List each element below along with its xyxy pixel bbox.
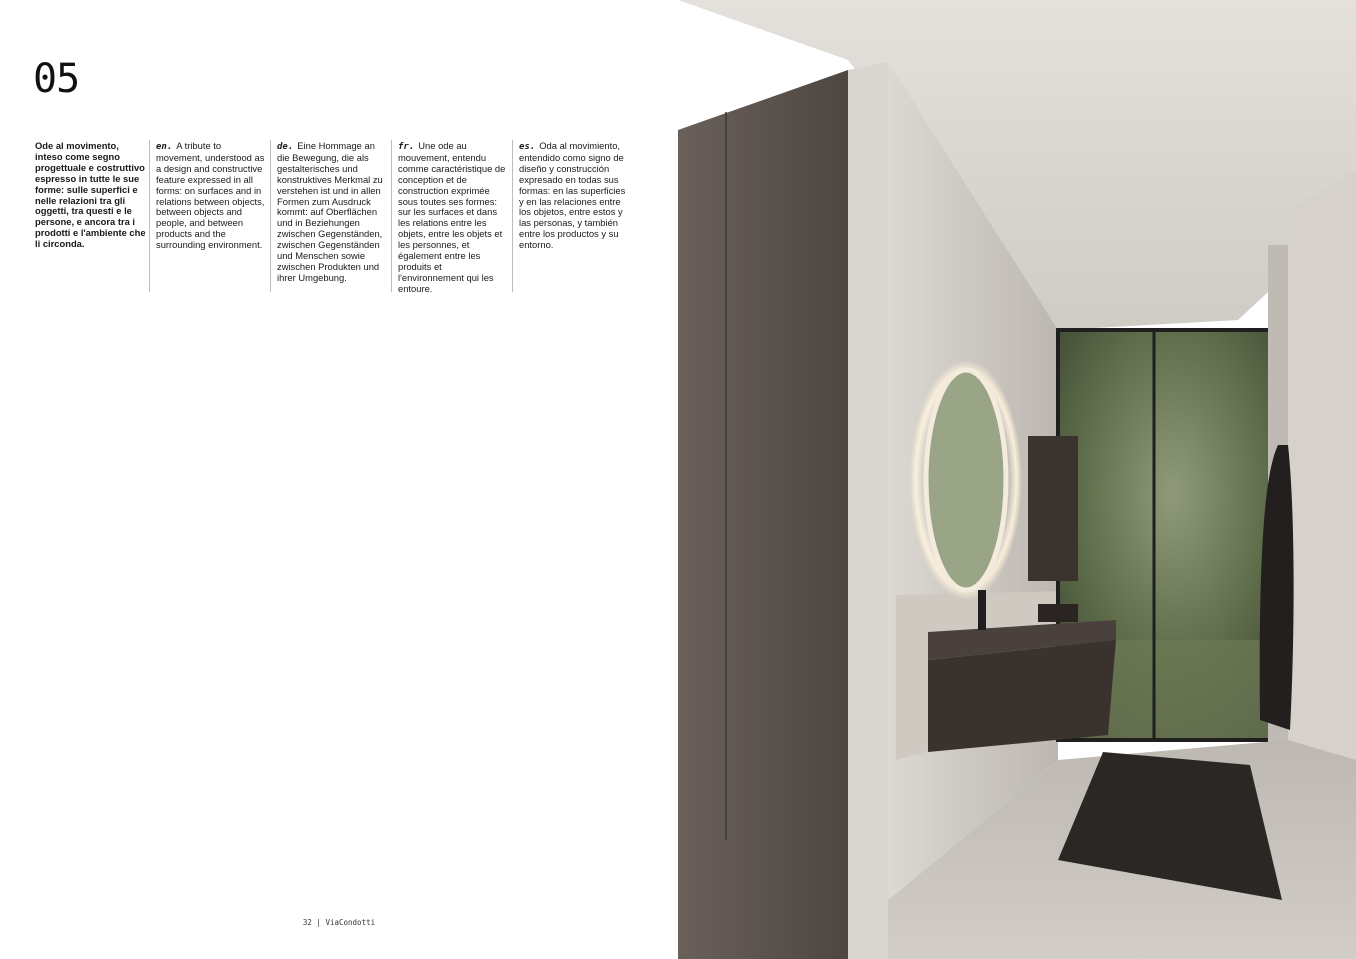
dark-wall [678,70,848,959]
text-column-french [398,141,508,295]
page-folio: 32 | ViaCondotti [302,918,376,927]
column-divider [149,140,150,292]
language-tag-es: es. [519,142,536,152]
text-es: Oda al movimiento, entendido como signo de diseño y construcción expresado en todas sus formas: en las superficies y en las relaciones entre los objetos, entre estos y las personas, y también entre los productos y su entorno. [519,140,626,251]
text-column-german [277,141,387,284]
language-tag-fr: fr. [398,142,415,152]
text-en: A tribute to movement, understood as a design and constructive feature expressed in all forms: on surfaces and in relations between objects, between objects and people, and between products and the surrounding environment. [156,140,265,251]
wall-edge [848,62,888,959]
column-divider [391,140,392,292]
column-divider [270,140,271,292]
text-fr: Une ode au mouvement, entendu comme caractéristique de conception et de construction exprimée sous toutes ses formes: sur les surfaces et dans les relations entre les objets, entre les objets et les personnes, et également entre les produits et l'environnement qui les entoure. [398,140,506,294]
towels [1038,604,1078,622]
wall-cabinet [1028,436,1078,581]
section-number: 05 [33,56,80,102]
column-divider [512,140,513,292]
text-de: Eine Hommage an die Bewegung, die als gestalterisches und konstruktives Merkmal zu verstehen ist und in allen Formen zum Ausdruck kommt: auf Oberflächen und in Beziehungen zwischen Gegenständen, zwischen Gegenständen und Menschen sowie zwischen Produkten und ihrer Umgebung. [277,140,383,283]
bathroom-illustration [678,0,1356,959]
text-column-italian: Ode al movimento, inteso come segno progettuale e costruttivo espresso in tutte le sue forme: sulle superfici e nelle relazioni tra gli oggetti, tra questi e le persone, e ancora tra i prodotti e l'ambiente che li circonda. [35,140,146,250]
round-mirror [926,370,1006,590]
language-tag-de: de. [277,142,294,152]
bathroom-photo [678,0,1356,959]
language-tag-en: en. [156,142,173,152]
text-column-english [156,141,266,251]
text-column-spanish [519,141,631,251]
faucet [978,590,986,630]
